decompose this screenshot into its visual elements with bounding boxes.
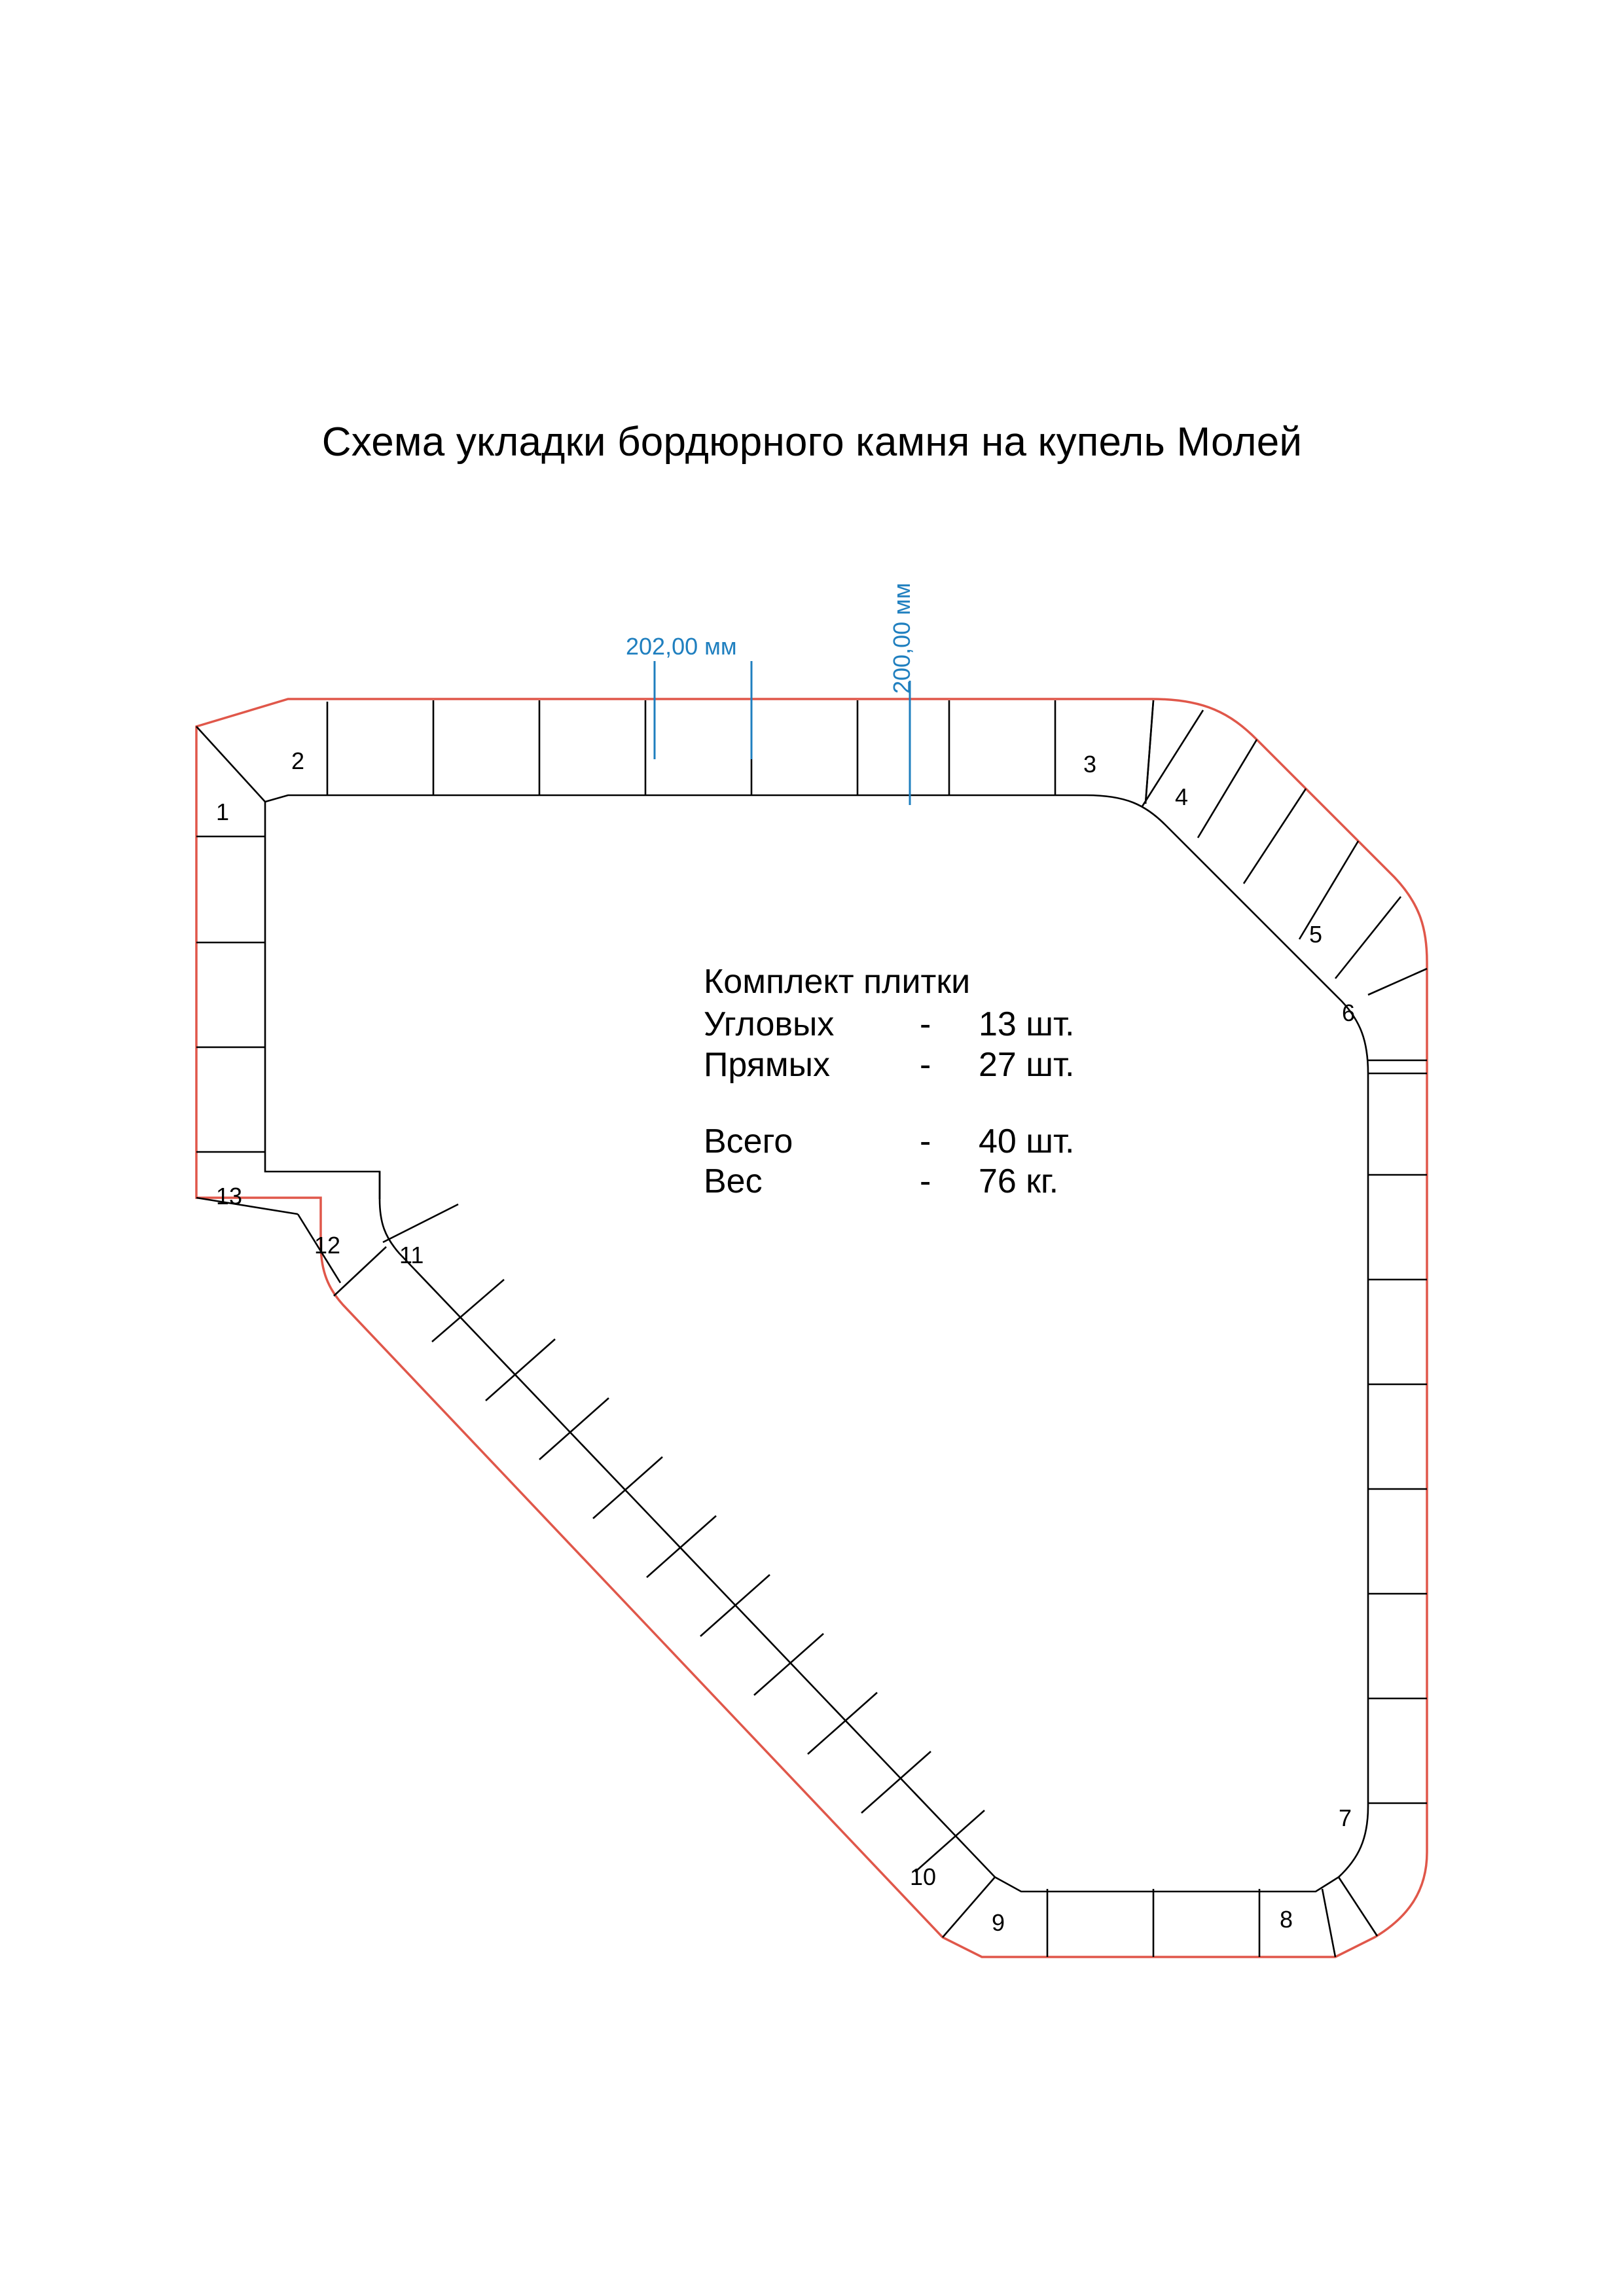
tile-number-11: 11 — [399, 1242, 424, 1268]
tile-separators-upper-right — [1142, 700, 1427, 995]
dimension-top-vertical — [888, 583, 915, 805]
legend-block — [704, 962, 1136, 1202]
dimension-label-horizontal: 202,00 мм — [626, 633, 737, 660]
legend-row-corner — [704, 1005, 1136, 1045]
legend-label-straight: Прямых — [704, 1045, 830, 1084]
legend-label-corner: Угловых — [704, 1005, 835, 1044]
inner-boundary-path — [265, 795, 1368, 1892]
legend-row-weight — [704, 1162, 1136, 1202]
legend-value-corner: 13 шт. — [979, 1005, 1075, 1044]
tile-number-6: 6 — [1342, 999, 1356, 1026]
tile-number-5: 5 — [1309, 921, 1323, 948]
tile-number-10: 10 — [910, 1863, 937, 1890]
page-title: Схема укладки бордюрного камня на купель Молей — [321, 420, 1303, 465]
legend-label-weight: Вес — [704, 1162, 763, 1201]
dimension-label-vertical: 200,00 мм — [888, 583, 915, 694]
legend-value-total: 40 шт. — [979, 1122, 1075, 1161]
tile-number-labels — [216, 747, 1355, 1936]
legend-value-weight: 76 кг. — [979, 1162, 1059, 1201]
legend-heading: Комплект плитки — [704, 963, 971, 1001]
tile-separators-right — [1368, 1060, 1427, 1803]
tile-number-12: 12 — [314, 1232, 341, 1259]
tile-separators-top — [196, 700, 1153, 804]
tile-separators-diagonal — [383, 1204, 995, 1937]
outer-outline-path — [196, 699, 1427, 1957]
legend-row-straight — [704, 1045, 1136, 1085]
tile-number-4: 4 — [1175, 783, 1189, 810]
tile-separators-bottom — [1047, 1877, 1377, 1957]
tile-number-7: 7 — [1339, 1804, 1352, 1831]
legend-dash-corner: - — [920, 1005, 931, 1044]
legend-dash-weight: - — [920, 1162, 931, 1201]
legend-dash-straight: - — [920, 1045, 931, 1084]
tile-number-3: 3 — [1083, 751, 1097, 778]
tile-number-1: 1 — [216, 798, 230, 825]
tile-number-13: 13 — [216, 1183, 243, 1210]
tile-number-2: 2 — [291, 747, 305, 774]
legend-value-straight: 27 шт. — [979, 1045, 1075, 1084]
tile-separators-left — [196, 836, 386, 1296]
tile-number-9: 9 — [992, 1909, 1005, 1936]
inner-boundary — [265, 795, 1368, 1892]
tile-number-8: 8 — [1280, 1906, 1293, 1933]
pool-outline — [196, 699, 1427, 1957]
legend-dash-total: - — [920, 1122, 931, 1161]
legend-spacer — [704, 1085, 1136, 1122]
legend-row-total — [704, 1122, 1136, 1162]
legend-label-total: Всего — [704, 1122, 793, 1161]
